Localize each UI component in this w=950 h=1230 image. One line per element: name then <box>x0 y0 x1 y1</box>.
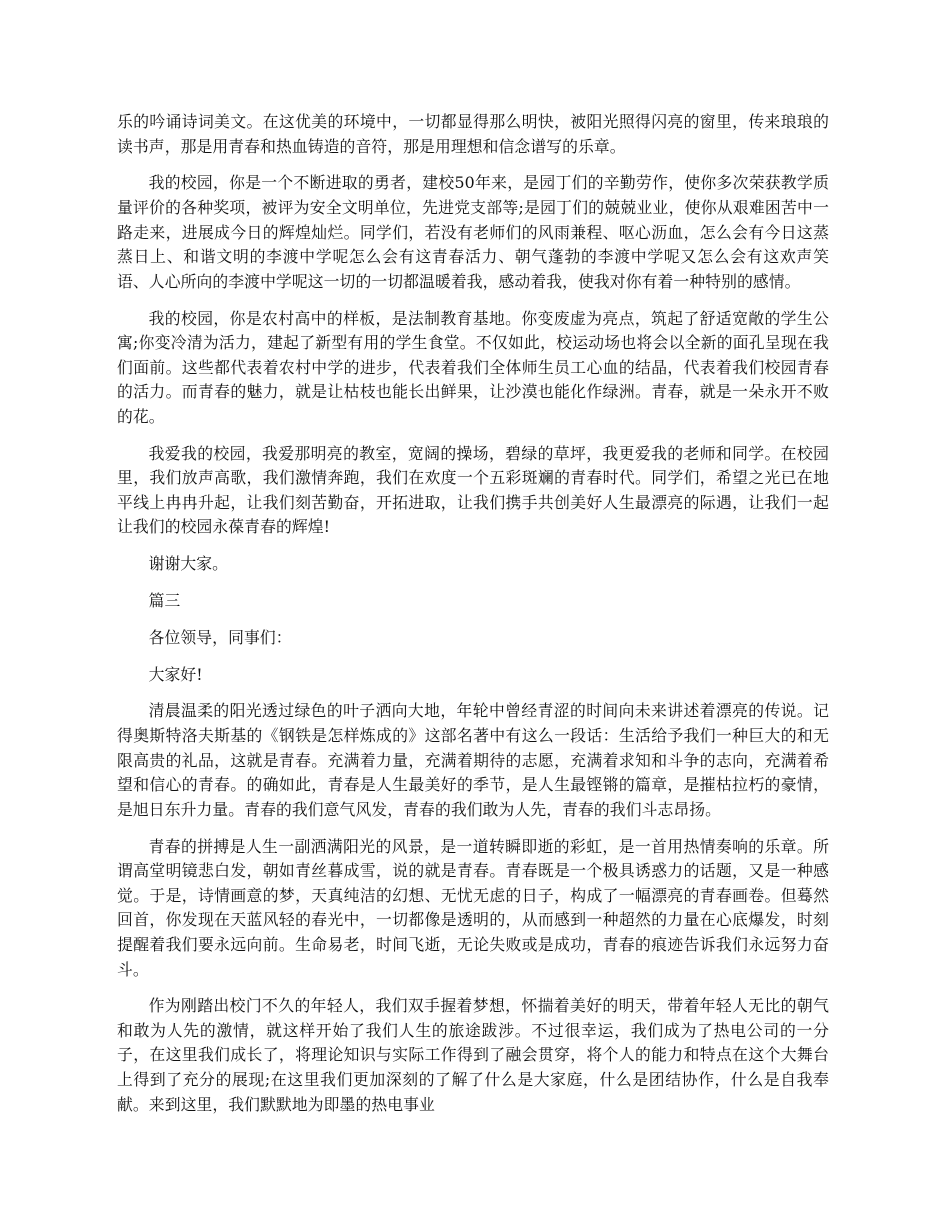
section-heading: 篇三 <box>148 591 181 611</box>
document-page <box>117 110 829 1129</box>
paragraph-school-model: 我的校园，你是农村高中的样板，是法制教育基地。你变废虚为亮点，筑起了舒适宽敞的学生公寓;你变冷清为活力，建起了新型有用的学生食堂。不仅如此，校运动场也将会以全新的面孔呈现在我们面前。这些都代表着农村中学的进步，代表着我们全体师生员工心血的结晶，代表着我们校园青春的活力。而青春的魅力，就是让枯枝也能长出鲜果，让沙漠也能化作绿洲。青春，就是一朵永开不败的花。 <box>117 308 829 426</box>
salutation: 各位领导，同事们： <box>148 627 292 647</box>
paragraph-youth-struggle: 青春的拼搏是人生一副洒满阳光的风景，是一道转瞬即逝的彩虹，是一首用热情奏响的乐章。所谓高堂明镜悲白发，朝如青丝暮成雪，说的就是青春。青春既是一个极具诱惑力的话题，又是一种感觉。于是，诗情画意的梦，天真纯洁的幻想、无忧无虑的日子，构成了一幅漂亮的青春画卷。但蓦然回首，你发现在天蓝风轻的春光中，一切都像是透明的，从而感到一种超然的力量在心底爆发，时刻提醒着我们要永远向前。生命易老，时间飞逝，无论失败或是成功，青春的痕迹告诉我们永远努力奋斗。 <box>117 836 829 979</box>
paragraph-school-brave: 我的校园，你是一个不断进取的勇者，建校50年来，是园丁们的辛勤劳作，使你多次荣获教学质量评价的各种奖项，被评为安全文明单位，先进党支部等;是园丁们的兢兢业业，使你从艰难困苦中一路走来，进展成今日的辉煌灿烂。同学们，若没有老师们的风雨兼程、呕心沥血，怎么会有今日这蒸蒸日上、和谐文明的李渡中学呢怎么会有这青春活力、朝气蓬勃的李渡中学呢又怎么会有这欢声笑语、人心所向的李渡中学呢这一切的一切都温暖着我，感动着我，使我对你有着一种特别的感情。 <box>117 173 829 291</box>
paragraph-morning-sunlight: 清晨温柔的阳光透过绿色的叶子洒向大地，年轮中曾经青涩的时间向未来讲述着漂亮的传说。记得奥斯特洛夫斯基的《钢铁是怎样炼成的》这部名著中有这么一段话：生活给予我们一种巨大的和无限高贵的礼品，这就是青春。充满着力量，充满着期待的志愿，充满着求知和斗争的志向，充满着希望和信心的青春。的确如此，青春是人生最美好的季节，是人生最铿锵的篇章，是摧枯拉朽的豪情，是旭日东升力量。青春的我们意气风发，青春的我们敢为人先，青春的我们斗志昂扬。 <box>117 701 829 819</box>
paragraph-continuation: 乐的吟诵诗词美文。在这优美的环境中，一切都显得那么明快，被阳光照得闪亮的窗里，传来琅琅的读书声，那是用青春和热血铸造的音符，那是用理想和信念谱写的乐章。 <box>117 112 829 156</box>
greeting: 大家好! <box>148 664 203 684</box>
paragraph-thanks: 谢谢大家。 <box>148 554 229 574</box>
paragraph-young-people: 作为刚踏出校门不久的年轻人，我们双手握着梦想，怀揣着美好的明天，带着年轻人无比的朝气和敢为人先的激情，就这样开始了我们人生的旅途跋涉。不过很幸运，我们成为了热电公司的一分子，在这里我们成长了，将理论知识与实际工作得到了融会贯穿，将个人的能力和特点在这个大舞台上得到了充分的展现;在这里我们更加深刻的了解了什么是大家庭，什么是团结协作，什么是自我奉献。来到这里，我们默默地为即墨的热电事业 <box>117 996 829 1114</box>
paragraph-love-school: 我爱我的校园，我爱那明亮的教室，宽阔的操场，碧绿的草坪，我更爱我的老师和同学。在校园里，我们放声高歌，我们激情奔跑，我们在欢度一个五彩斑斓的青春时代。同学们，希望之光已在地平线上冉冉升起，让我们刻苦勤奋，开拓进取，让我们携手共创美好人生最漂亮的际遇，让我们一起让我们的校园永葆青春的辉煌! <box>117 443 829 537</box>
